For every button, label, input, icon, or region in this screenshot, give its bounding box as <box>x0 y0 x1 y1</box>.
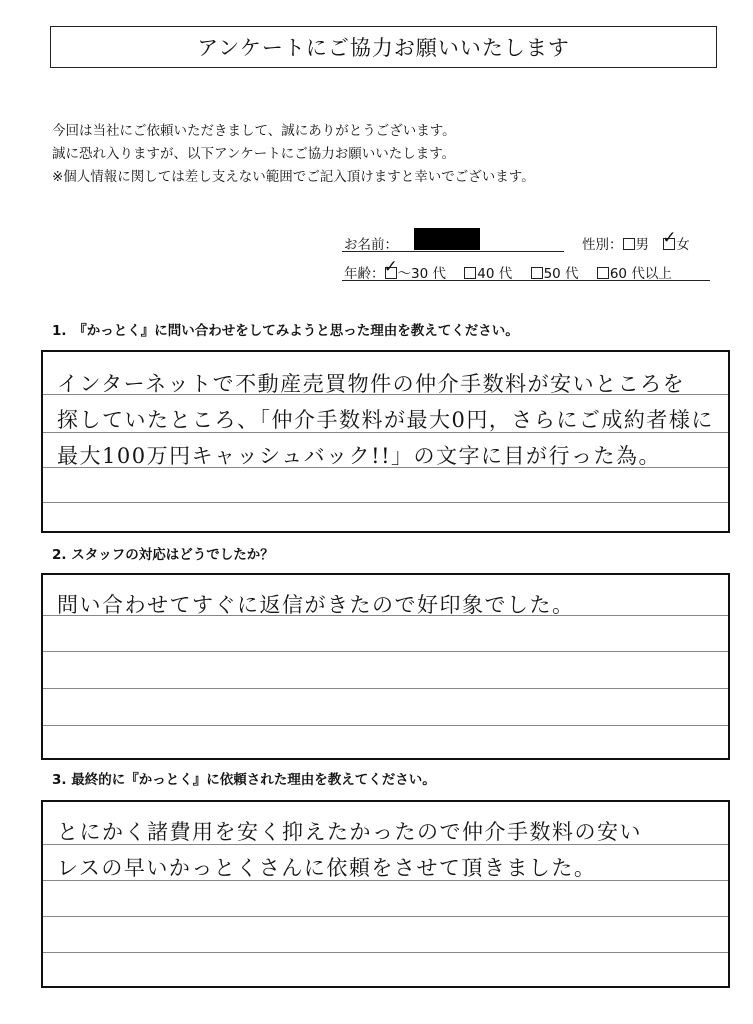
age-option-label: 〜30 代 <box>397 266 446 282</box>
gender-female-label: 女 <box>676 237 690 253</box>
gender-male-label: 男 <box>635 237 649 253</box>
gender-label: 性別： <box>582 237 623 253</box>
checkbox-male[interactable] <box>623 238 635 250</box>
age-option-label: 50 代 <box>543 266 579 282</box>
gender-field <box>582 228 690 253</box>
age-label: 年齢： <box>344 266 385 282</box>
survey-title: アンケートにご協力お願いいたします <box>50 26 717 68</box>
checkbox-female[interactable] <box>662 228 677 250</box>
question-1: 1. 『かっとく』に問い合わせをしてみようと思った理由を教えてください。 <box>52 323 519 339</box>
checkbox-age-40s[interactable] <box>464 267 476 279</box>
redacted-name <box>414 228 480 250</box>
age-option-label: 40 代 <box>477 266 513 282</box>
answer-box-2 <box>41 573 730 760</box>
handwritten-answer-line: 探していたところ、「仲介手数料が最大0円，さらにご成約者様に <box>57 408 714 432</box>
age-field <box>344 257 672 282</box>
handwritten-answer-line: 最大100万円キャッシュバック!!」の文字に目が行った為。 <box>57 444 662 468</box>
checkbox-age-under30[interactable] <box>383 257 398 279</box>
checkbox-age-50s[interactable] <box>531 267 543 279</box>
name-underline <box>342 251 564 252</box>
check-mark-icon: ✓ <box>662 228 677 248</box>
handwritten-answer-line: 問い合わせてすぐに返信がきたので好印象でした。 <box>57 593 575 617</box>
handwritten-answer-line: インターネットで不動産売買物件の仲介手数料が安いところを <box>57 372 686 396</box>
age-underline <box>342 280 710 281</box>
handwritten-answer-line: レスの早いかっとくさんに依頼をさせて頂きました。 <box>57 856 597 880</box>
intro-line: ※個人情報に関しては差し支えない範囲でご記入頂けますと幸いでございます。 <box>52 169 535 185</box>
age-option-label: 60 代以上 <box>609 266 672 282</box>
check-mark-icon: ✓ <box>383 257 398 277</box>
intro-line: 誠に恐れ入りますが、以下アンケートにご協力お願いいたします。 <box>52 146 456 162</box>
handwritten-answer-line: とにかく諸費用を安く抑えたかったので仲介手数料の安い <box>57 820 642 844</box>
question-2: 2. スタッフの対応はどうでしたか？ <box>52 547 274 563</box>
answer-box-1 <box>41 350 730 533</box>
question-3: 3. 最終的に『かっとく』に依頼された理由を教えてください。 <box>52 772 436 788</box>
intro-text <box>52 120 535 189</box>
checkbox-age-60plus[interactable] <box>597 267 609 279</box>
intro-line: 今回は当社にご依頼いただきまして、誠にありがとうございます。 <box>52 123 456 139</box>
name-label: お名前： <box>344 237 398 253</box>
answer-box-3 <box>41 800 730 988</box>
